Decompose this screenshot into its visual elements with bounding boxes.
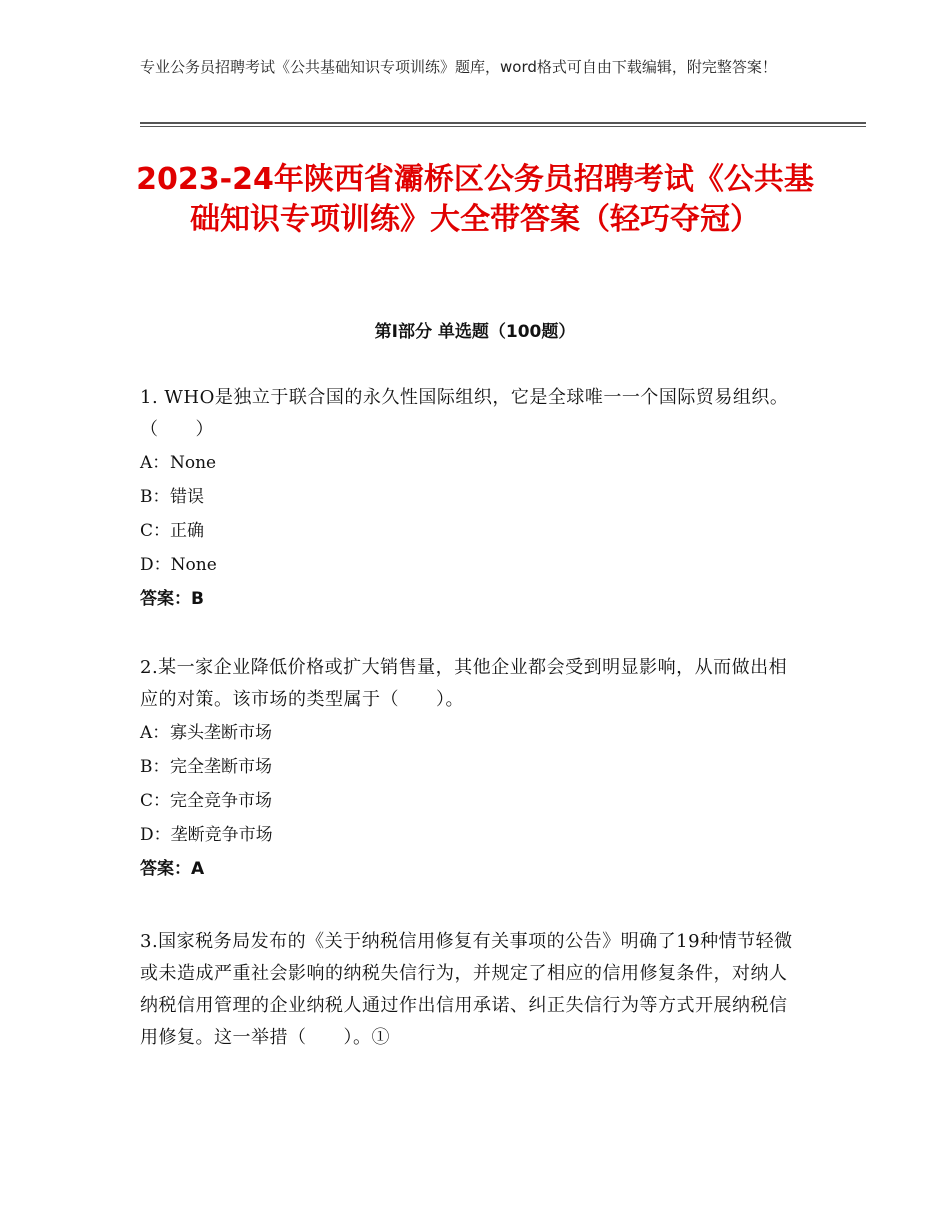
header-divider-thin [140,126,866,127]
option-text: 正确 [170,521,205,541]
option-d [140,548,805,582]
option-b [140,750,805,784]
option-a [140,716,805,750]
option-text: 寡头垄断市场 [170,723,272,743]
option-key: A： [140,453,170,473]
answer-line: 答案：B [140,589,204,609]
question-2 [140,652,805,886]
option-text: 完全垄断市场 [170,757,272,777]
option-text: None [170,453,217,473]
option-b [140,480,805,514]
option-text: 完全竞争市场 [170,791,273,811]
option-key: D： [140,555,171,575]
option-c [140,784,805,818]
option-key: B： [140,487,170,507]
document-title: 2023-24年陕西省灞桥区公务员招聘考试《公共基础知识专项训练》大全带答案（轻巧夺冠） [136,162,814,237]
option-c [140,514,805,548]
option-text: 错误 [170,487,204,507]
question-1 [140,382,805,616]
option-a [140,446,805,480]
option-text: None [170,555,217,575]
question-stem: 3.国家税务局发布的《关于纳税信用修复有关事项的公告》明确了19种情节轻微或未造成严重社会影响的纳税失信行为，并规定了相应的信用修复条件，对纳人纳税信用管理的企业纳税人通过作出信用承诺、纠正失信行为等方式开展纳税信用修复。这一举措（ ）。① [140,931,793,1048]
header-note: 专业公务员招聘考试《公共基础知识专项训练》题库，word格式可自由下载编辑，附完整答案！ [140,58,777,76]
answer-line: 答案：A [140,859,205,879]
question-3 [140,926,805,1054]
option-key: C： [140,791,171,811]
option-key: D： [140,825,171,845]
option-key: B： [140,757,170,777]
option-text: 垄断竞争市场 [170,825,273,845]
question-stem: 2.某一家企业降低价格或扩大销售量，其他企业都会受到明显影响，从而做出相应的对策。该市场的类型属于（ ）。 [140,657,788,710]
section-title: 第Ⅰ部分 单选题（100题） [374,322,576,342]
option-d [140,818,805,852]
question-stem: 1. WHO是独立于联合国的永久性国际组织，它是全球唯一一个国际贸易组织。（ ） [140,387,789,440]
option-key: C： [140,521,171,541]
option-key: A： [140,723,170,743]
header-divider-thick [140,122,866,124]
